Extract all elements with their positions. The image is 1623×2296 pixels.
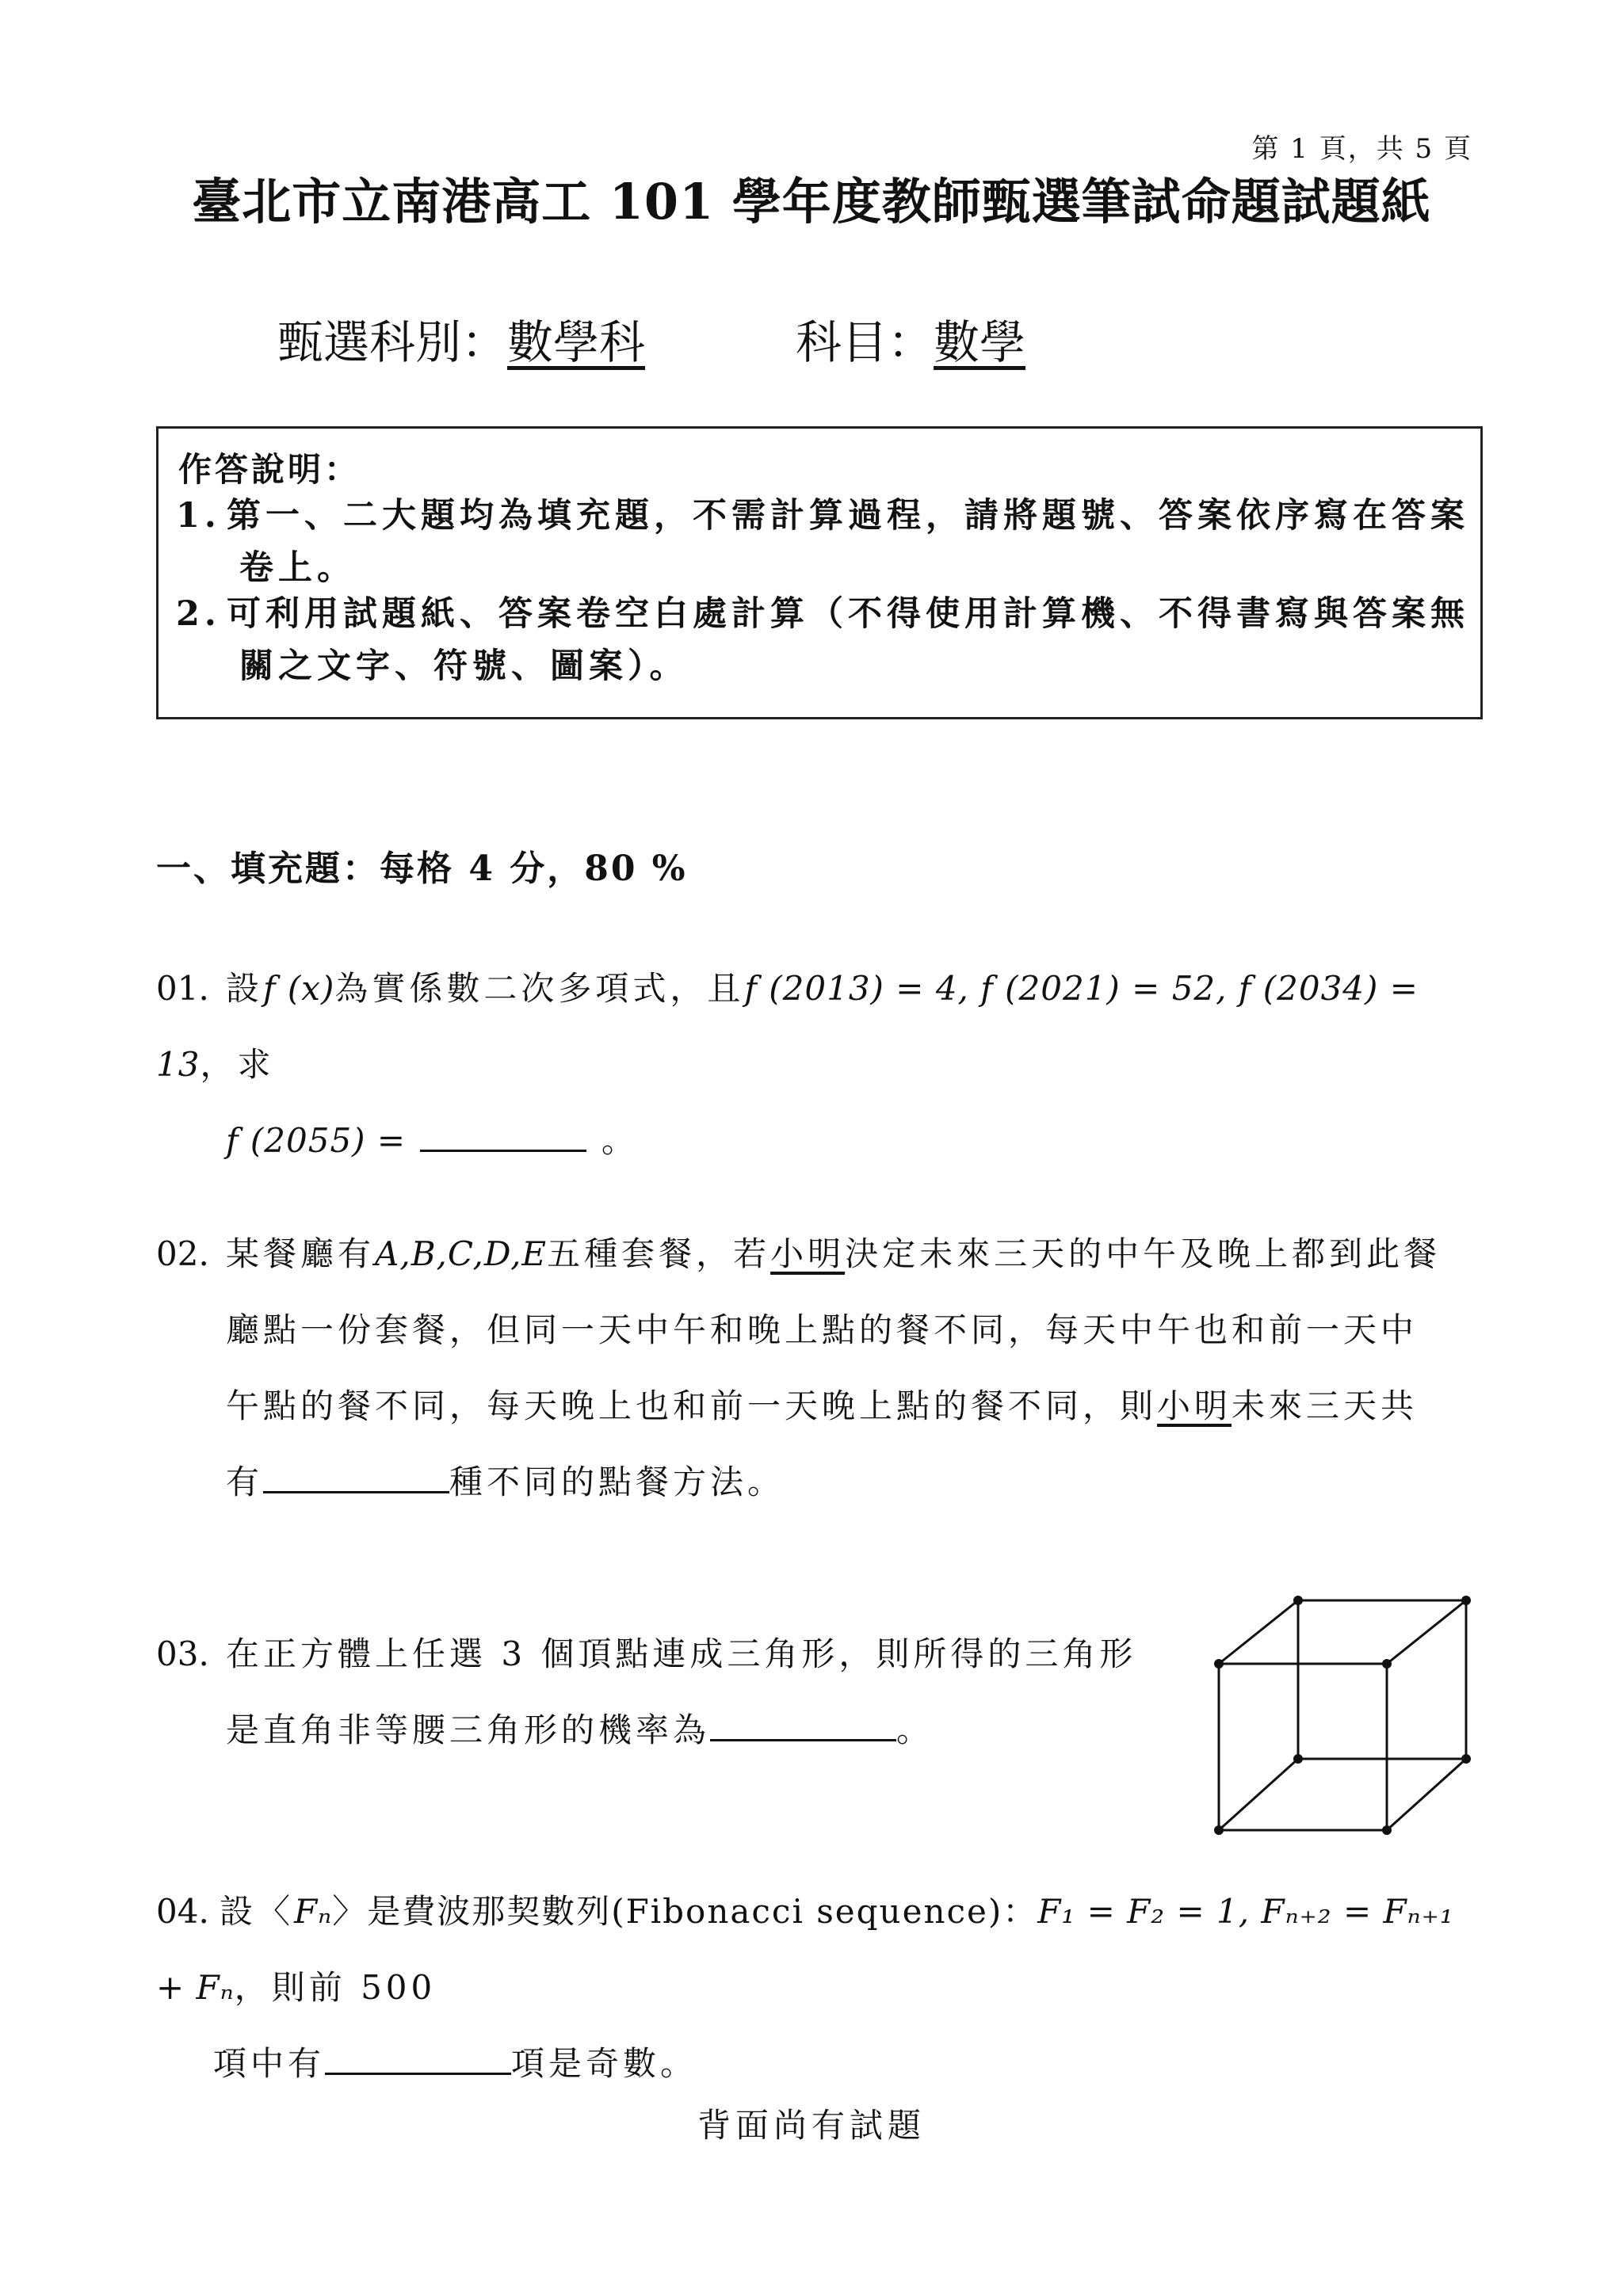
question-text: 項中有 xyxy=(213,2044,326,2083)
category-label: 甄選科別： xyxy=(277,315,508,369)
instruction-text: 第一、二大題均為填充題，不需計算過程，請將題號、答案依序寫在答案 xyxy=(227,496,1469,536)
math-expression: f (x) xyxy=(263,969,335,1008)
math-expression: f (2055) = xyxy=(226,1121,407,1160)
question-text: 是直角非等腰三角形的機率為 xyxy=(226,1711,711,1749)
question-4 xyxy=(156,1874,1487,2102)
underlined-name: 小明 xyxy=(1157,1386,1232,1425)
question-text: 有 xyxy=(226,1463,264,1501)
question-text: 。 xyxy=(601,1121,639,1160)
math-expression: F₁ = F₂ = 1, Fₙ₊₂ = Fₙ₊₁ + Fₙ xyxy=(156,1892,1454,2007)
cube-edge xyxy=(1219,1600,1298,1664)
math-expression: Fₙ xyxy=(294,1892,333,1931)
question-text: 午點的餐不同，每天晚上也和前一天晚上點的餐不同，則 xyxy=(226,1386,1158,1425)
answer-blank xyxy=(263,1461,449,1493)
instruction-number: 2. xyxy=(176,594,221,634)
cube-diagram xyxy=(1205,1585,1474,1846)
instruction-text-cont: 卷上。 xyxy=(239,548,356,588)
question-text: 某餐廳有 xyxy=(226,1234,376,1273)
question-number: 04. xyxy=(156,1892,209,1931)
instruction-text: 可利用試題紙、答案卷空白處計算（不得使用計算機、不得書寫與答案無 xyxy=(227,594,1469,634)
math-expression: f (2013) = 4, f (2021) = 52, f (2034) = 13 xyxy=(156,969,1419,1084)
cube-edge xyxy=(1387,1759,1466,1830)
instruction-item-2 xyxy=(176,588,1469,692)
math-expression: A,B,C,D,E xyxy=(375,1234,548,1273)
cube-vertex xyxy=(1214,1825,1224,1835)
instructions-title: 作答說明： xyxy=(178,450,361,489)
question-text: 設〈 xyxy=(220,1892,295,1931)
answer-blank xyxy=(420,1119,586,1152)
question-text: 廳點一份套餐，但同一天中午和晚上點的餐不同，每天中午也和前一天中 xyxy=(226,1310,1419,1349)
cube-vertex xyxy=(1461,1754,1471,1764)
cube-vertex xyxy=(1461,1596,1471,1605)
question-text: ，則前 500 xyxy=(234,1968,437,2007)
question-text: 項是奇數。 xyxy=(511,2044,698,2083)
cube-vertex xyxy=(1382,1659,1392,1669)
question-text: 五種套餐，若 xyxy=(547,1234,771,1273)
question-number: 01. xyxy=(156,969,209,1008)
question-text: 。 xyxy=(896,1711,934,1749)
question-number: 03. xyxy=(156,1634,209,1673)
page-number: 第 1 頁，共 5 頁 xyxy=(1251,133,1472,165)
underlined-name: 小明 xyxy=(770,1234,846,1273)
subject-value: 數學 xyxy=(934,315,1026,369)
subject-row xyxy=(277,305,1025,372)
cube-vertex xyxy=(1293,1596,1303,1605)
question-text: 設 xyxy=(226,969,264,1008)
question-number: 02. xyxy=(156,1234,209,1273)
cube-edge xyxy=(1387,1600,1466,1664)
section-title: 一、填充題：每格 4 分，80 % xyxy=(156,849,688,889)
question-text: 決定未來三天的中午及晚上都到此餐 xyxy=(845,1234,1442,1273)
question-1 xyxy=(156,951,1487,1179)
instruction-number: 1. xyxy=(176,496,221,536)
footer-note: 背面尚有試題 xyxy=(697,2106,926,2145)
cube-vertex xyxy=(1293,1754,1303,1764)
instruction-text-cont: 關之文字、符號、圖案）。 xyxy=(239,646,689,686)
question-text: ，求 xyxy=(200,1045,275,1084)
question-text: 種不同的點餐方法。 xyxy=(449,1463,785,1501)
subject-label: 科目： xyxy=(796,315,934,369)
answer-blank xyxy=(710,1709,896,1741)
question-text: 未來三天共 xyxy=(1232,1386,1419,1425)
question-2 xyxy=(156,1216,1487,1520)
question-text: 〉是費波那契數列(Fibonacci sequence)： xyxy=(332,1892,1038,1931)
question-text: 為實係數二次多項式，且 xyxy=(334,969,745,1008)
question-3 xyxy=(156,1616,1186,1768)
cube-vertex xyxy=(1214,1659,1224,1669)
cube-back-face xyxy=(1298,1600,1466,1759)
category-value: 數學科 xyxy=(507,315,646,369)
cube-front-face xyxy=(1219,1664,1387,1830)
page-title: 臺北市立南港高工 101 學年度教師甄選筆試命題試題紙 xyxy=(192,173,1431,231)
question-text: 在正方體上任選 3 個頂點連成三角形，則所得的三角形 xyxy=(226,1634,1137,1673)
answer-blank xyxy=(325,2042,511,2075)
cube-vertex xyxy=(1382,1825,1392,1835)
cube-edge xyxy=(1219,1759,1298,1830)
instruction-item-1 xyxy=(176,490,1469,594)
